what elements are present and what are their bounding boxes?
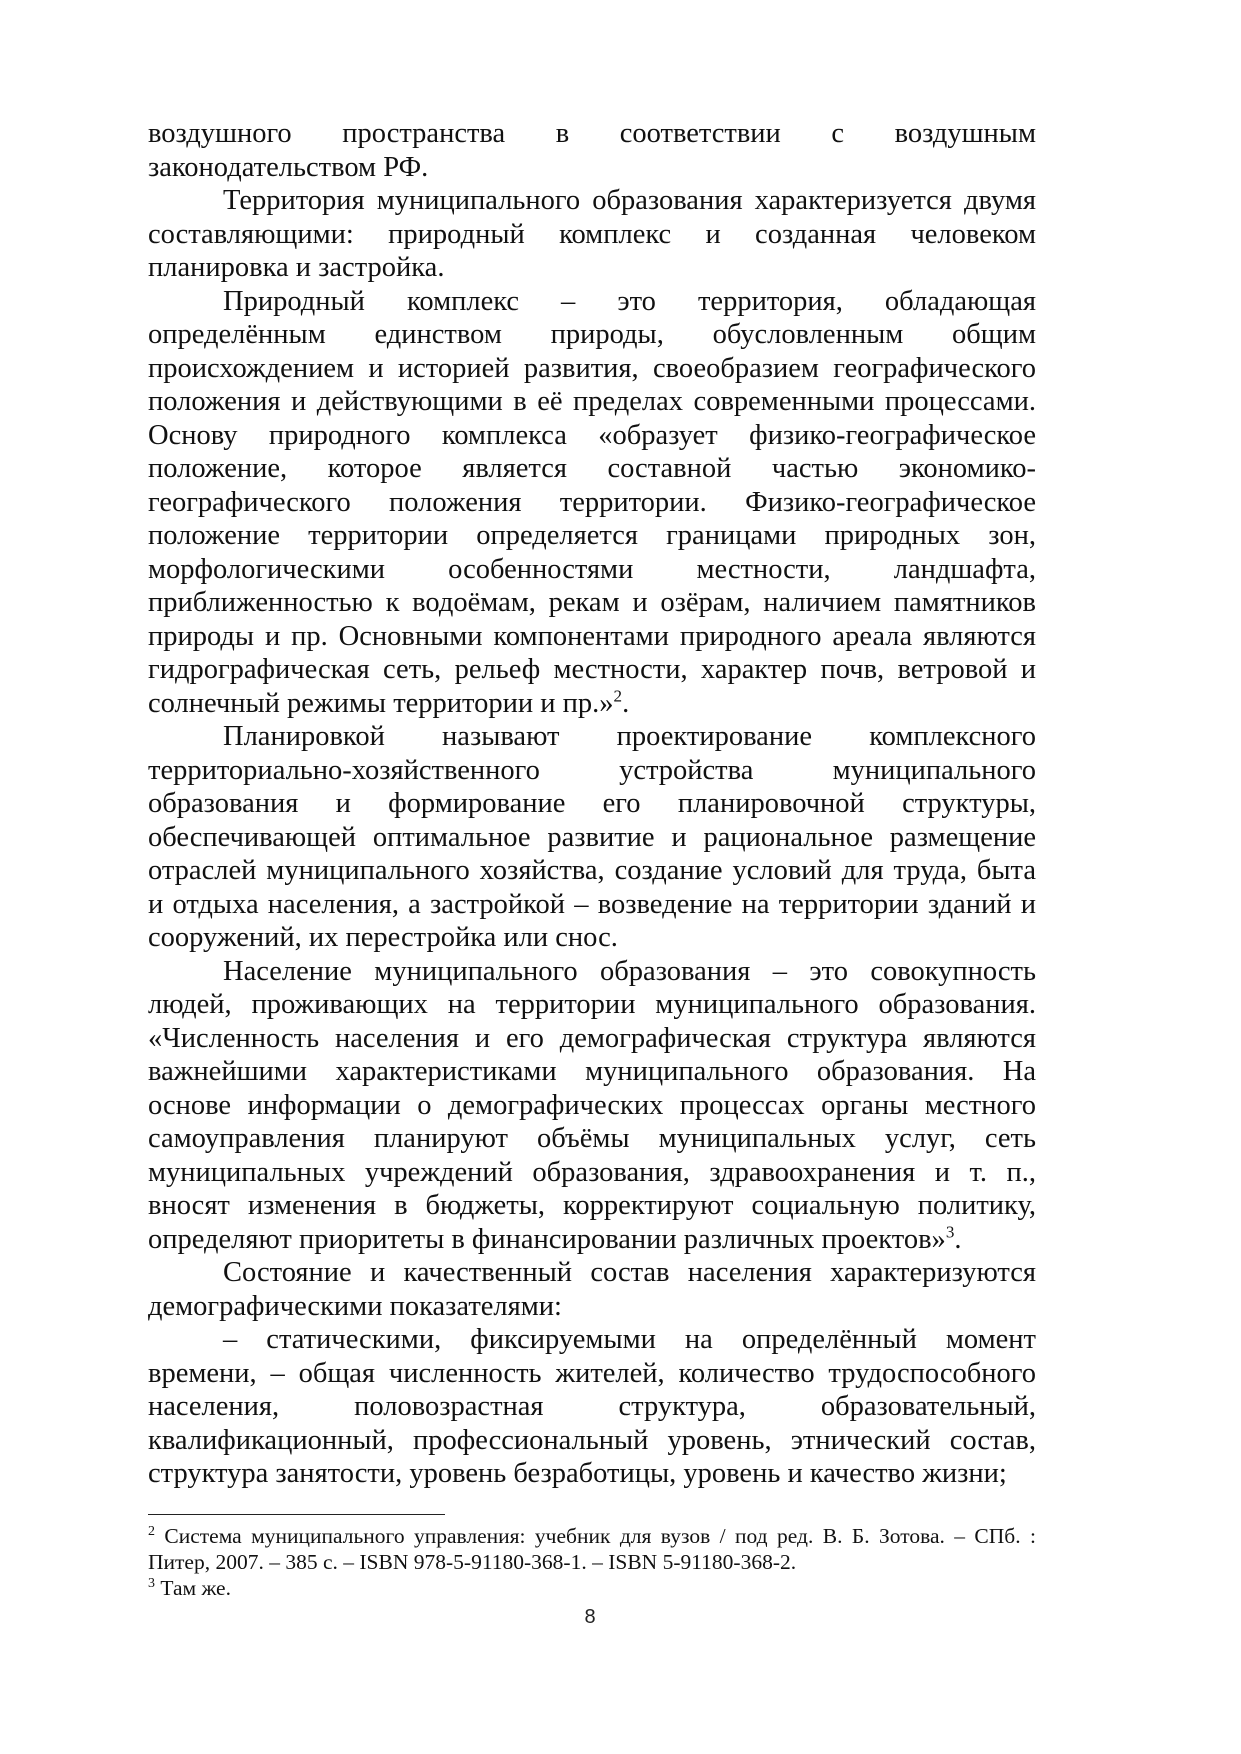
list-item-static-indicators: – статическими, фиксируемыми на определённый момент времени, – общая численность жителей, количество трудоспособного населения, половозрастная структура, образовательный, квалификационный, профессиональный уровень, этнический состав, структура занятости, уровень безработицы, уровень и качество жизни; bbox=[148, 1324, 1036, 1489]
paragraph-punctuation: . bbox=[622, 687, 630, 719]
page-number: 8 bbox=[584, 1606, 596, 1628]
footnote-text: Там же. bbox=[160, 1576, 231, 1600]
paragraph-territory: Территория муниципального образования характеризуется двумя составляющими: природный комплекс и созданная человеком планировка и застройка. bbox=[148, 185, 1036, 283]
paragraph-text: Природный комплекс – это территория, обладающая определённым единством природы, обусловленным общим происхождением и историей развития, своеобразием географического положения и действующими в её пределах современными процессами. Основу природного комплекса «образует физико-географическое положение, которое является составной частью экономико-географического положения территории. Физико-географическое положение территории определяется границами природных зон, морфологическими особенностями местности, ландшафта, приближенностью к водоёмам, рекам и озёрам, наличием памятников природы и пр. Основными компонентами природного ареала являются гидрографическая сеть, рельеф местности, характер почв, ветровой и солнечный режимы территории и пр.» bbox=[148, 285, 1036, 719]
footnote-number: 2 bbox=[148, 1523, 155, 1539]
footnote-item bbox=[148, 1575, 1036, 1601]
footnote-text: Система муниципального управления: учебник для вузов / под ред. В. Б. Зотова. – СПб. : Питер, 2007. – 385 с. – ISBN 978-5-91180-368-1. – ISBN 5-91180-368-2. bbox=[148, 1524, 1036, 1574]
footnote-separator bbox=[148, 1514, 445, 1515]
paragraph-continuation: воздушного пространства в соответствии с воздушным законодательством РФ. bbox=[148, 118, 1036, 183]
paragraph-natural-complex bbox=[148, 285, 1036, 721]
paragraph-population bbox=[148, 955, 1036, 1257]
footnote-item bbox=[148, 1523, 1036, 1575]
footnote-reference[interactable]: 2 bbox=[613, 686, 623, 705]
footnote-number: 3 bbox=[148, 1575, 155, 1591]
main-text bbox=[148, 117, 1036, 1491]
footnotes bbox=[148, 1523, 1036, 1601]
paragraph-punctuation: . bbox=[954, 1223, 962, 1255]
paragraph-text: Население муниципального образования – это совокупность людей, проживающих на территории муниципального образования. «Численность населения и его демографическая структура являются важнейшими характеристиками муниципального образования. На основе информации о демографических процессах органы местного самоуправления планируют объёмы муниципальных услуг, сеть муниципальных учреждений образования, здравоохранения и т. п., вносят изменения в бюджеты, корректируют социальную политику, определяют приоритеты в финансировании различных проектов» bbox=[148, 955, 1036, 1255]
footnote-reference[interactable]: 3 bbox=[945, 1222, 955, 1241]
paragraph-state-composition: Состояние и качественный состав населения характеризуются демографическими показателями: bbox=[148, 1257, 1036, 1322]
paragraph-planning: Планировкой называют проектирование комплексного территориально-хозяйственного устройства муниципального образования и формирование его планировочной структуры, обеспечивающей оптимальное развитие и рациональное размещение отраслей муниципального хозяйства, создание условий для труда, быта и отдыха населения, а застройкой – возведение на территории зданий и сооружений, их перестройка или снос. bbox=[148, 721, 1036, 953]
